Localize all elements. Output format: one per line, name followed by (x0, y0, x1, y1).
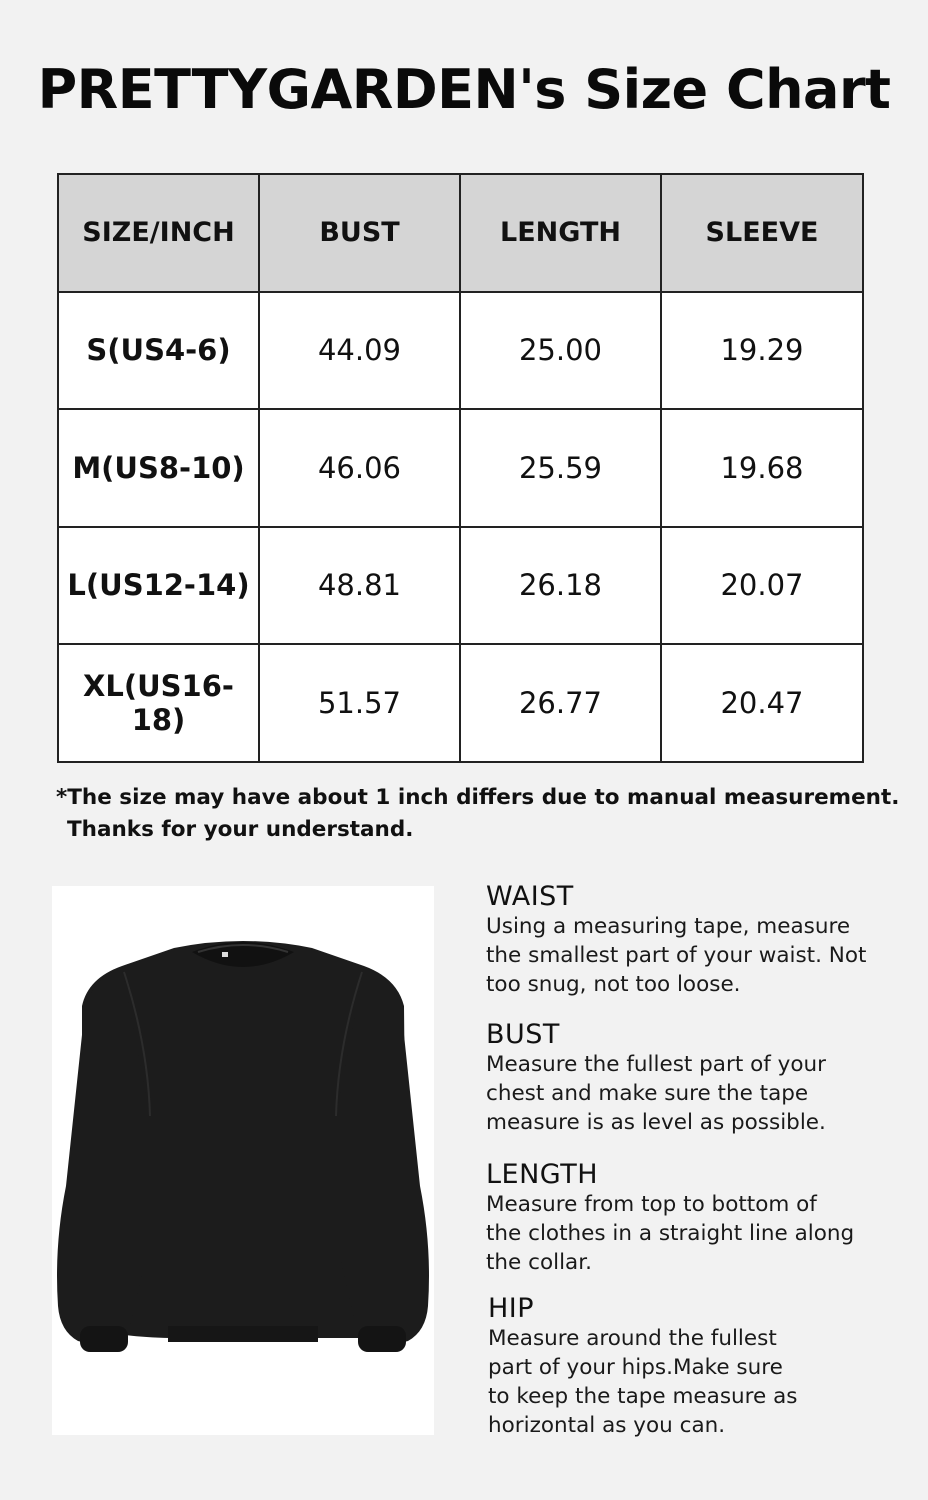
size-disclaimer (56, 782, 899, 846)
sleeve-cell: 19.29 (661, 292, 863, 410)
length-cell: 26.77 (460, 644, 661, 762)
black-sweater-image (52, 886, 434, 1435)
measure-waist (486, 882, 886, 999)
bust-cell: 48.81 (259, 527, 460, 645)
bust-cell: 51.57 (259, 644, 460, 762)
sleeve-cell: 20.47 (661, 644, 863, 762)
note-line-2: Thanks for your understand. (67, 817, 414, 842)
page-title: PRETTYGARDEN's Size Chart (37, 58, 891, 121)
measure-desc: Measure the fullest part of your (486, 1052, 826, 1077)
sleeve-cell: 19.68 (661, 409, 863, 527)
header-bust: BUST (259, 174, 460, 292)
measure-title: LENGTH (486, 1159, 599, 1190)
size-cell: S(US4-6) (58, 292, 259, 410)
size-cell: M(US8-10) (58, 409, 259, 527)
measure-desc: chest and make sure the tape (486, 1081, 809, 1106)
measure-desc: Measure around the fullest (488, 1326, 777, 1351)
measure-desc: the clothes in a straight line along (486, 1221, 855, 1246)
table-row (58, 409, 863, 527)
size-cell: L(US12-14) (58, 527, 259, 645)
measure-bust (486, 1020, 886, 1137)
table-row (58, 292, 863, 410)
measure-desc: Using a measuring tape, measure (486, 914, 851, 939)
measure-title: BUST (486, 1019, 560, 1050)
length-cell: 25.59 (460, 409, 661, 527)
note-line-1: *The size may have about 1 inch differs due to manual measurement. (56, 785, 900, 810)
header-length: LENGTH (460, 174, 661, 292)
measure-desc: too snug, not too loose. (486, 972, 741, 997)
measure-desc: the collar. (486, 1250, 592, 1275)
measure-length (486, 1160, 886, 1277)
size-chart-table (57, 173, 864, 763)
bust-cell: 46.06 (259, 409, 460, 527)
header-size: SIZE/INCH (58, 174, 259, 292)
table-row (58, 527, 863, 645)
header-sleeve: SLEEVE (661, 174, 863, 292)
measure-desc: to keep the tape measure as (488, 1384, 798, 1409)
length-cell: 26.18 (460, 527, 661, 645)
measure-desc: measure is as level as possible. (486, 1110, 826, 1135)
table-row (58, 644, 863, 762)
product-photo (52, 886, 434, 1435)
measure-title: HIP (488, 1293, 535, 1324)
table-header-row (58, 174, 863, 292)
bust-cell: 44.09 (259, 292, 460, 410)
measure-desc: Measure from top to bottom of (486, 1192, 817, 1217)
size-cell: XL(US16-18) (58, 644, 259, 762)
measure-desc: part of your hips.Make sure (488, 1355, 783, 1380)
measure-desc: the smallest part of your waist. Not (486, 943, 867, 968)
measure-desc: horizontal as you can. (488, 1413, 726, 1438)
sleeve-cell: 20.07 (661, 527, 863, 645)
measure-title: WAIST (486, 881, 574, 912)
length-cell: 25.00 (460, 292, 661, 410)
measure-hip (488, 1294, 888, 1440)
